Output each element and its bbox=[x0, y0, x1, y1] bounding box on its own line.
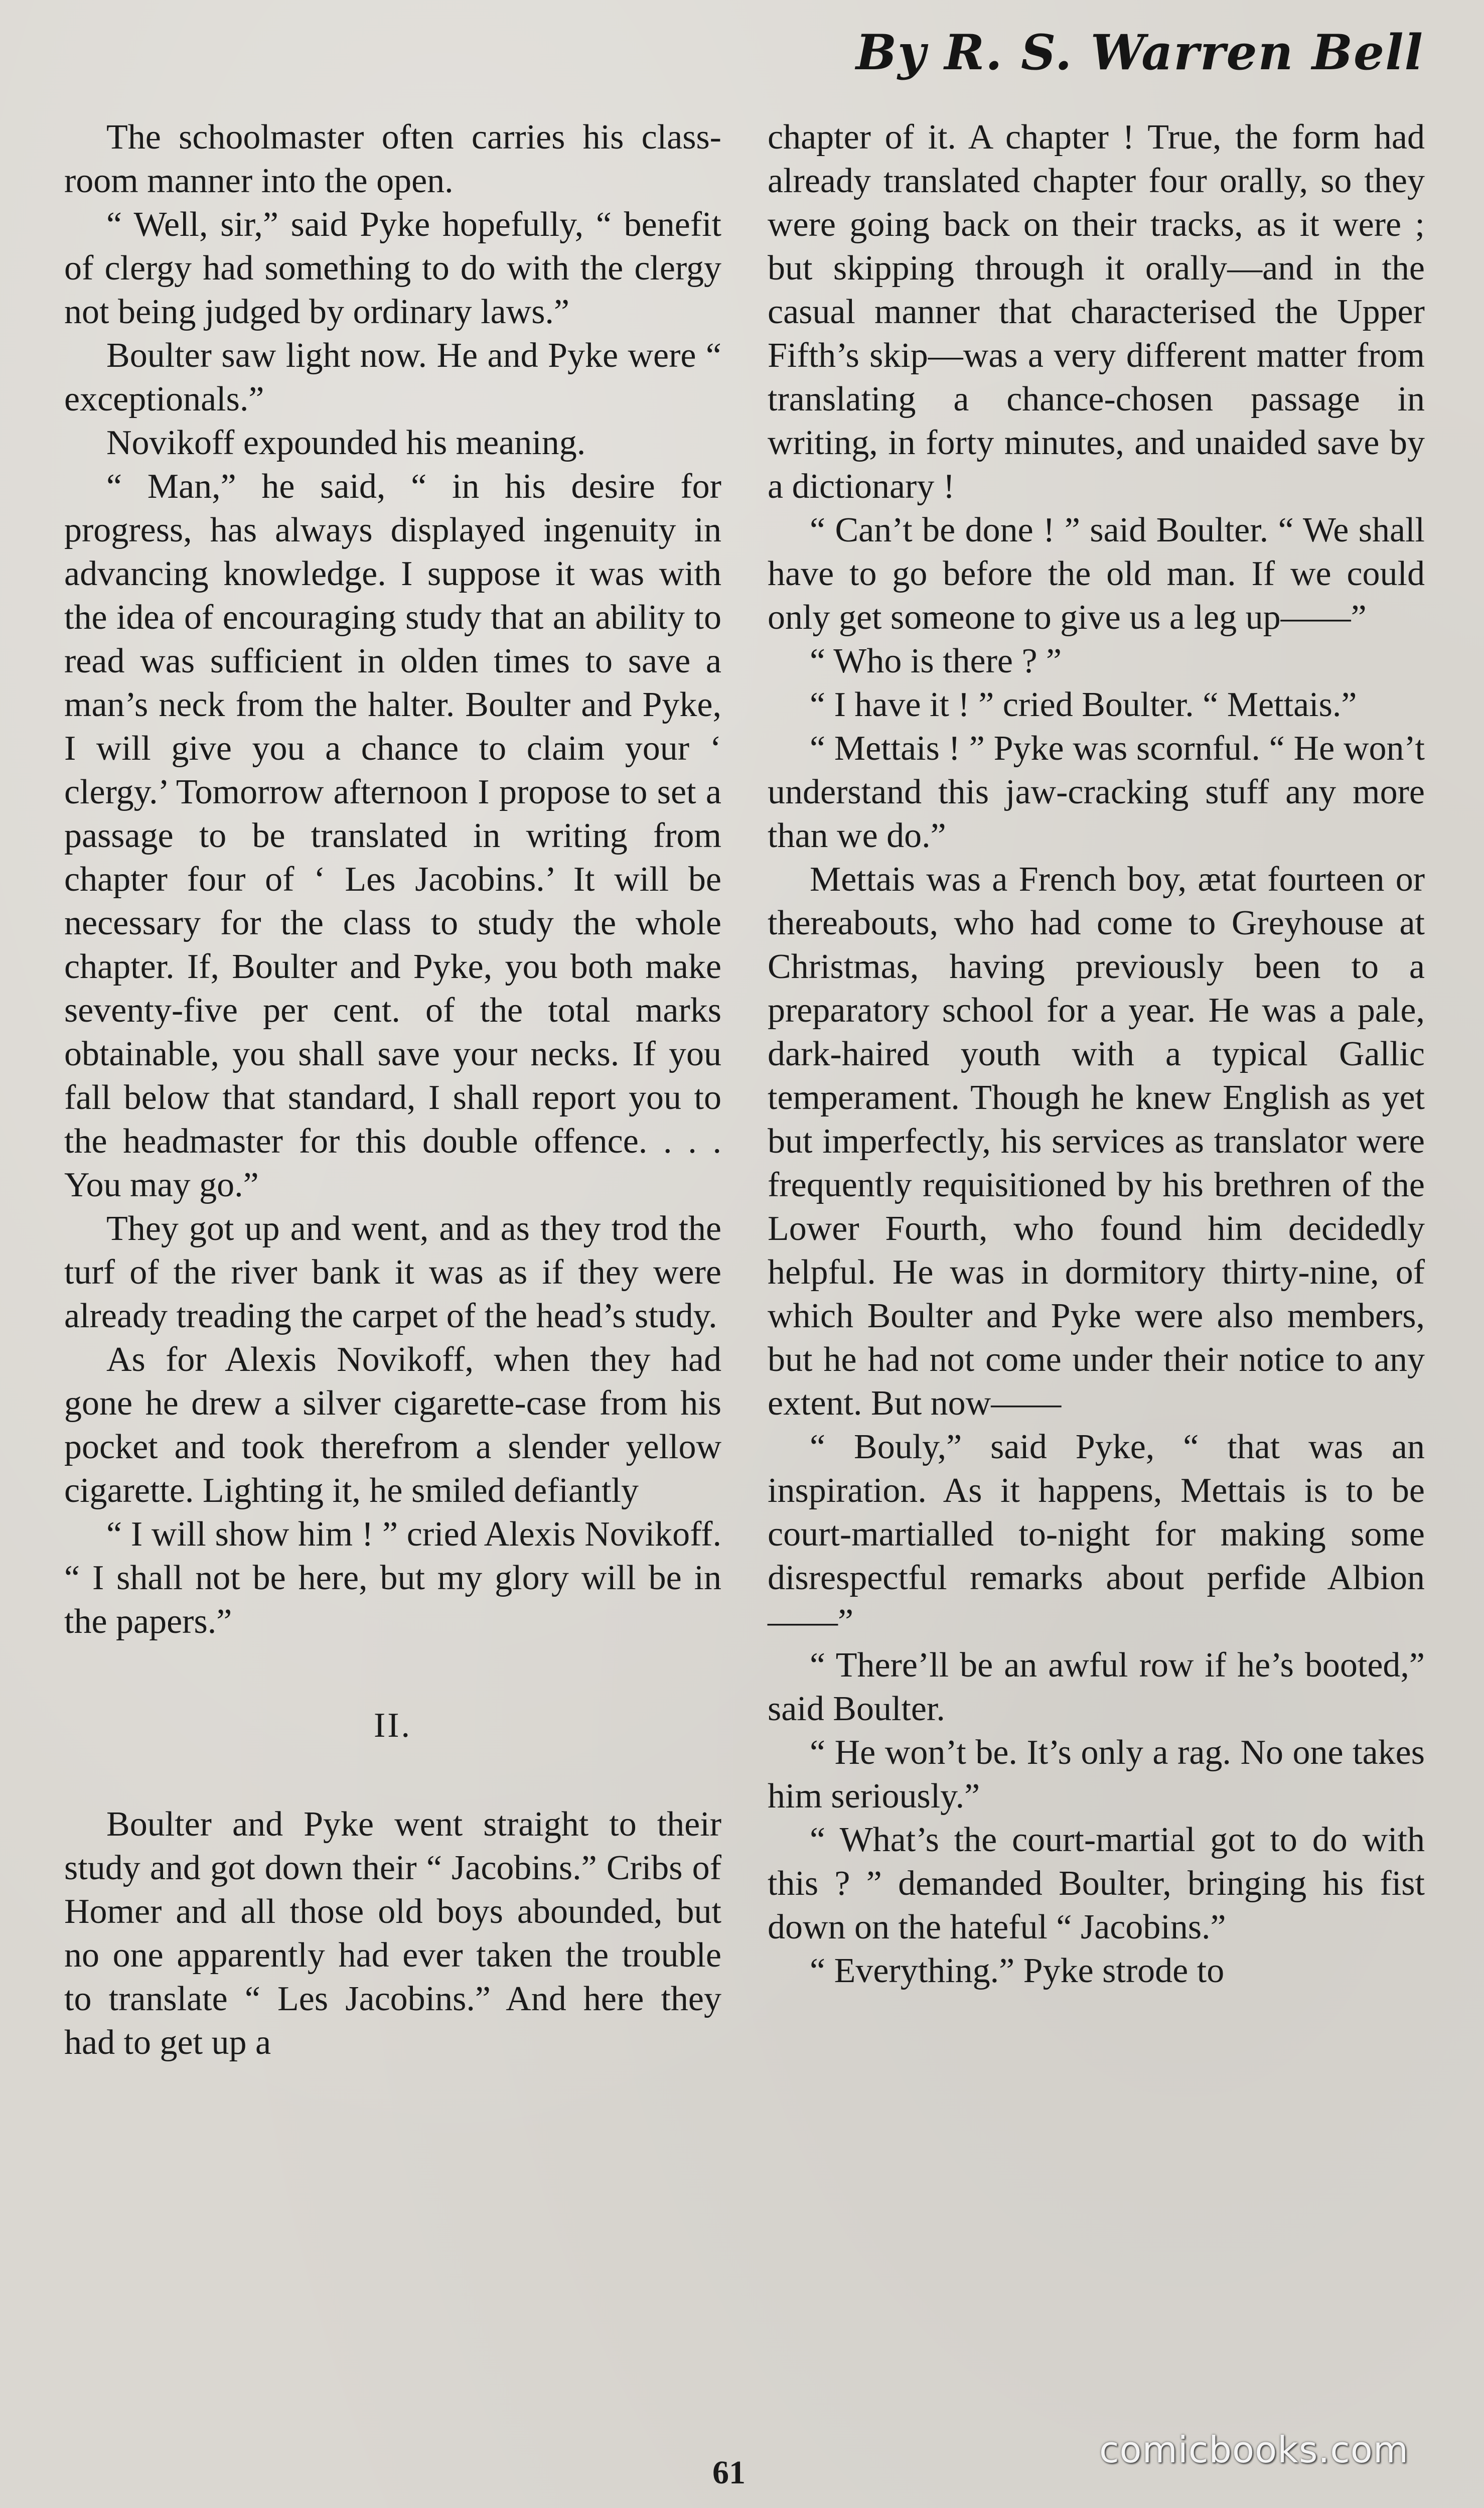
paragraph: The schoolmaster often carries his class-room manner into the open. bbox=[64, 118, 721, 200]
site-watermark: comicbooks.com bbox=[1099, 2429, 1409, 2471]
paragraph: “ Man,” he said, “ in his desire for progress, has always displayed ingenuity in advancing knowledge. I suppose it was with the idea of encouraging study that an ability to read was sufficient in olden times to save a man’s neck from the halter. Boulter and Pyke, I will give you a chance to claim your ‘ clergy.’ Tomorrow afternoon I propose to set a passage to be translated in writing from chapter four of ‘ Les Jacobins.’ It will be necessary for the class to study the whole chapter. If, Boulter and Pyke, you both make seventy-five per cent. of the total marks obtainable, you shall save your necks. If you fall below that standard, I shall report you to the headmaster for this double offence. . . . You may go.” bbox=[64, 467, 721, 1204]
paragraph: “ Well, sir,” said Pyke hopefully, “ benefit of clergy had something to do with the clergy not being judged by ordinary laws.” bbox=[64, 205, 721, 331]
paragraph: “ He won’t be. It’s only a rag. No one takes him seriously.” bbox=[768, 1733, 1425, 1816]
paragraph: “ I will show him ! ” cried Alexis Novikoff. “ I shall not be here, but my glory will be in the papers.” bbox=[64, 1515, 721, 1641]
paragraph: “ Mettais ! ” Pyke was scornful. “ He won’t understand this jaw-cracking stuff any more than we do.” bbox=[768, 729, 1425, 855]
paragraph: “ Bouly,” said Pyke, “ that was an inspiration. As it happens, Mettais is to be court-martialled to-night for making some disrespectful remarks about perfide Albion——” bbox=[768, 1428, 1425, 1641]
paragraph: “ Everything.” Pyke strode to bbox=[810, 1952, 1225, 1990]
paragraph: Novikoff expounded his meaning. bbox=[106, 424, 586, 462]
author-byline: By R. S. Warren Bell bbox=[856, 24, 1424, 81]
paragraph-continued: chapter of it. A chapter ! True, the form had already translated chapter four orally, so they were going back on their tracks, as it were ; but skipping through it orally—and in the casual manner that characterised the Upper Fifth’s skip—was a very different matter from translating a chance-chosen passage in writing, in forty minutes, and unaided save by a dictionary ! bbox=[768, 118, 1425, 506]
section-heading: II. bbox=[373, 1706, 412, 1745]
page-number: 61 bbox=[712, 2454, 746, 2491]
paragraph: Boulter and Pyke went straight to their study and got down their “ Jacobins.” Cribs of Homer and all those old boys abounded, but no one apparently had ever taken the trouble to translate “ Les Jacobins.” And here they had to get up a bbox=[64, 1805, 721, 2062]
paragraph: “ There’ll be an awful row if he’s booted,” said Boulter. bbox=[768, 1646, 1425, 1728]
paragraph: “ Can’t be done ! ” said Boulter. “ We shall have to go before the old man. If we could only get someone to give us a leg up——” bbox=[768, 511, 1425, 637]
right-column bbox=[768, 115, 1425, 1993]
paragraph: Boulter saw light now. He and Pyke were “ exceptionals.” bbox=[64, 336, 721, 419]
left-column bbox=[64, 115, 721, 2064]
paragraph: They got up and went, and as they trod the turf of the river bank it was as if they were already treading the carpet of the head’s study. bbox=[64, 1209, 721, 1335]
paragraph: As for Alexis Novikoff, when they had gone he drew a silver cigarette-case from his pocket and took therefrom a slender yellow cigarette. Lighting it, he smiled defiantly bbox=[64, 1340, 721, 1510]
paragraph: “ What’s the court-martial got to do with this ? ” demanded Boulter, bringing his fist down on the hateful “ Jacobins.” bbox=[768, 1821, 1425, 1946]
paragraph: Mettais was a French boy, ætat fourteen or thereabouts, who had come to Greyhouse at Christmas, having previously been to a preparatory school for a year. He was a pale, dark-haired youth with a typical Gallic temperament. Though he knew English as yet but imperfectly, his services as translator were frequently requisitioned by his brethren of the Lower Fourth, who found him decidedly helpful. He was in dormitory thirty-nine, of which Boulter and Pyke were also members, but he had not come under their notice to any extent. But now—— bbox=[768, 860, 1425, 1423]
paragraph: “ Who is there ? ” bbox=[810, 642, 1062, 680]
paragraph: “ I have it ! ” cried Boulter. “ Mettais.” bbox=[810, 685, 1357, 724]
